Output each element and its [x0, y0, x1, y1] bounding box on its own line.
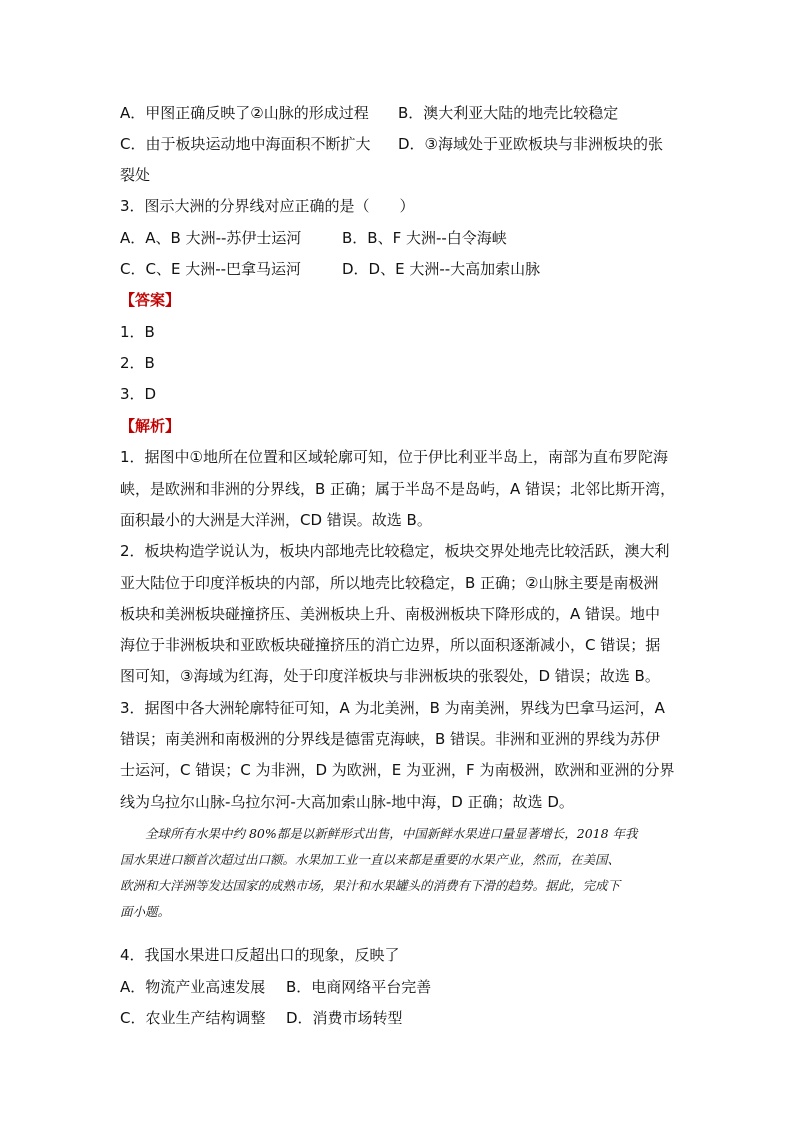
q2-option-row-2	[120, 135, 680, 153]
q4-option-row-1	[120, 978, 680, 996]
q4-option-d: D．消费市场转型	[286, 1009, 403, 1027]
passage-line: 全球所有水果中约 80%都是以新鲜形式出售，中国新鲜水果进口量显著增长，2018 年我	[120, 826, 638, 841]
analysis-heading: 【解析】	[120, 417, 181, 435]
q3-option-c: C．C、E 大洲--巴拿马运河	[120, 260, 302, 278]
analysis-p2-line: 图可知，③海域为红海，处于印度洋板块与非洲板块的张裂处，D 错误；故选 B。	[120, 667, 660, 685]
q2-option-d: D．③海域处于亚欧板块与非洲板块的张	[398, 135, 663, 153]
analysis-p3-line: 错误；南美洲和南极洲的分界线是德雷克海峡，B 错误。非洲和亚洲的界线为苏伊	[120, 730, 661, 748]
analysis-p1-line: 面积最小的大洲是大洋洲，CD 错误。故选 B。	[120, 511, 432, 529]
q4-option-row-2	[120, 1009, 680, 1027]
passage-line: 面小题。	[120, 904, 171, 919]
analysis-p2-line: 亚大陆位于印度洋板块的内部，所以地壳比较稳定，B 正确；②山脉主要是南极洲	[120, 574, 659, 592]
analysis-p2-line: 2．板块构造学说认为，板块内部地壳比较稳定，板块交界处地壳比较活跃，澳大利	[120, 542, 670, 560]
q3-option-b: B．B、F 大洲--白令海峡	[342, 229, 507, 247]
q2-option-d-continued: 裂处	[120, 166, 151, 184]
reading-passage	[120, 821, 680, 925]
q2-option-a: A．甲图正确反映了②山脉的形成过程	[120, 104, 369, 122]
analysis-p2-line: 海位于非洲板块和亚欧板块碰撞挤压的消亡边界，所以面积逐渐减小，C 错误；据	[120, 636, 661, 654]
answer-item: 2．B	[120, 354, 155, 372]
analysis-p3-line: 3．据图中各大洲轮廓特征可知，A 为北美洲，B 为南美洲，界线为巴拿马运河，A	[120, 699, 665, 717]
q2-option-row-1	[120, 104, 680, 122]
q4-stem: 4．我国水果进口反超出口的现象，反映了	[120, 946, 400, 964]
analysis-p1-line: 1．据图中①地所在位置和区域轮廓可知，位于伊比利亚半岛上，南部为直布罗陀海	[120, 448, 668, 466]
q4-option-a: A．物流产业高速发展	[120, 978, 266, 996]
analysis-p3-line: 线为乌拉尔山脉-乌拉尔河-大高加索山脉-地中海，D 正确；故选 D。	[120, 793, 574, 811]
q2-option-b: B．澳大利亚大陆的地壳比较稳定	[398, 104, 619, 122]
q3-option-row-2	[120, 260, 680, 278]
q4-option-c: C．农业生产结构调整	[120, 1009, 266, 1027]
answer-item: 1．B	[120, 323, 155, 341]
answer-heading: 【答案】	[120, 291, 181, 309]
q3-option-d: D．D、E 大洲--大高加索山脉	[342, 260, 541, 278]
q4-option-b: B．电商网络平台完善	[286, 978, 432, 996]
q3-option-row-1	[120, 229, 680, 247]
answer-item: 3．D	[120, 385, 157, 403]
analysis-p3-line: 士运河，C 错误；C 为非洲，D 为欧洲，E 为亚洲，F 为南极洲，欧洲和亚洲的分界	[120, 761, 675, 779]
analysis-p1-line: 峡，是欧洲和非洲的分界线，B 正确；属于半岛不是岛屿，A 错误；北邻比斯开湾，	[120, 480, 676, 498]
analysis-p2-line: 板块和美洲板块碰撞挤压、美洲板块上升、南极洲板块下降形成的，A 错误。地中	[120, 605, 661, 623]
q3-stem: 3．图示大洲的分界线对应正确的是（ ）	[120, 197, 415, 215]
q3-option-a: A．A、B 大洲--苏伊士运河	[120, 229, 302, 247]
passage-line: 欧洲和大洋洲等发达国家的成熟市场，果汁和水果罐头的消费有下滑的趋势。据此，完成下	[120, 878, 621, 893]
passage-line: 国水果进口额首次超过出口额。水果加工业一直以来都是重要的水果产业，然而，在美国、	[120, 852, 621, 867]
q2-option-c: C．由于板块运动地中海面积不断扩大	[120, 135, 371, 153]
